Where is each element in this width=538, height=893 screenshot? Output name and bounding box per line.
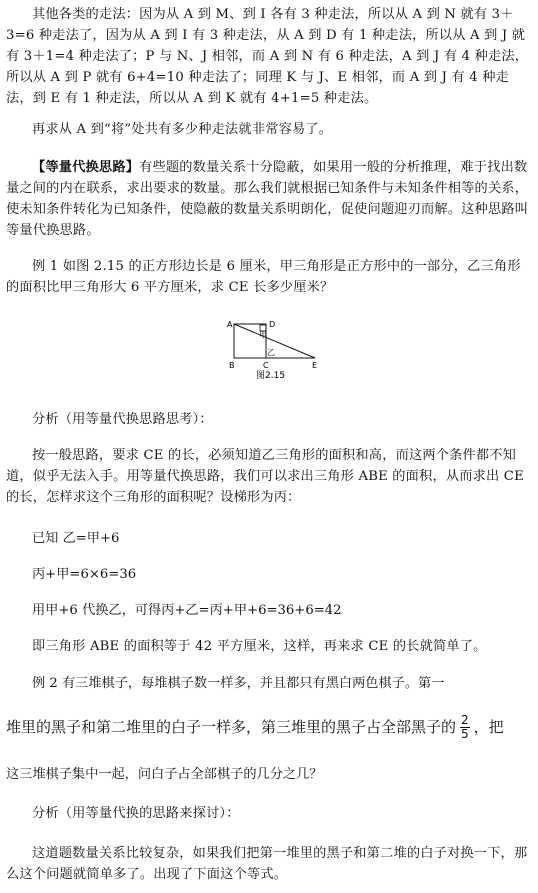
section-body: 有些题的数量关系十分隐蔽，如果用一般的分析推理，难于找出数量之间的内在联系，求出要求的数量。那么我们就根据已知条件与未知条件相等的关系，使未知条件转化为已知条件，使隐蔽的数量关系明朗化，促使问题迎刃而解。这种思路叫等量代换思路。 — [6, 160, 529, 238]
label-yi: 乙 — [267, 348, 275, 357]
example-2-text-post: ，把 — [473, 718, 504, 736]
fraction-two-fifths — [460, 714, 470, 741]
equation-2: 丙+甲=6×6=36 — [32, 567, 137, 582]
label-a: A — [227, 320, 233, 329]
paragraph-method: 按一般思路，要求 CE 的长，必须知道乙三角形的面积和高，而这两个条件都不知道，似乎无法入手。用等量代换思路，我们可以求出三角形 ABE 的面积，从而求出 CE 的长，怎样求这个三角形的面积呢？设梯形为丙： — [6, 448, 524, 505]
analysis-2-heading: 分析（用等量代换的思路来探讨）： — [32, 806, 240, 821]
figure-caption: 图2.15 — [256, 371, 286, 381]
example-2-text-pre: 堆里的黑子和第二堆里的白子一样多，第三堆里的黑子占全部黑子的 — [6, 718, 457, 736]
example-2-line-1: 例 2 有三堆棋子，每堆棋子数一样多，并且都只有黑白两色棋子。第一 — [32, 676, 445, 691]
figure-2-15 — [226, 316, 326, 386]
fraction-denominator: 5 — [461, 727, 469, 741]
square-abcd — [234, 324, 266, 358]
paragraph-equal-substitution — [6, 157, 534, 241]
fraction-numerator: 2 — [461, 713, 469, 727]
paragraph-last: 这道题数量关系比较复杂，如果我们把第一堆里的黑子和第二堆的白子对换一下，那么这个问题就简单多了。出现了下面这个等式。 — [6, 846, 528, 882]
label-c: C — [263, 361, 269, 370]
example-1-question: 例 1 如图 2.15 的正方形边长是 6 厘米，甲三角形是正方形中的一部分，乙三角形的面积比甲三角形大 6 平方厘米，求 CE 长多少厘米？ — [6, 259, 521, 295]
example-2-line-2 — [6, 714, 504, 741]
label-b: B — [229, 361, 235, 370]
conclusion-1: 即三角形 ABE 的面积等于 42 平方厘米，这样，再来求 CE 的长就简单了。 — [32, 639, 487, 654]
label-e: E — [312, 361, 318, 370]
example-2-line-3: 这三堆棋子集中一起，问白子占全部棋子的几分之几？ — [6, 767, 323, 782]
equation-3: 用甲+6 代换乙，可得丙+乙=丙+甲+6=36+6=42 — [32, 603, 342, 618]
analysis-1-heading: 分析（用等量代换思路思考）： — [32, 412, 213, 427]
paragraph-final-count: 再求从 A 到“将”处共有多少种走法就非常容易了。 — [32, 122, 333, 137]
paragraph-walk-counting: 其他各类的走法：因为从 A 到 M、到 I 各有 3 种走法，所以从 A 到 N 就有 3＋3=6 种走法了，因为从 A 到 I 有 3 种走法，从 A 到 D 有 1 种走法，所以从 A 到 J 就有 3＋1=4 种走法了；P 与 N、J 相邻，而 A 到 N 有 6 种走法，A 到 J 有 4 种走法，所以从 A 到 P 就有 6+4=10 种走法了；同理 K 与 J、E 相邻，而 A 到 J 有 4 种走法，到 E 有 1 种走法，所以从 A 到 K 就有 4+1=5 种走法。 — [6, 7, 529, 106]
section-title: 【等量代换思路】 — [32, 160, 140, 175]
label-d: D — [269, 320, 276, 329]
square-triangle-diagram — [226, 316, 326, 382]
label-jia: 甲 — [259, 331, 267, 340]
equation-1: 已知 乙=甲+6 — [32, 531, 120, 546]
